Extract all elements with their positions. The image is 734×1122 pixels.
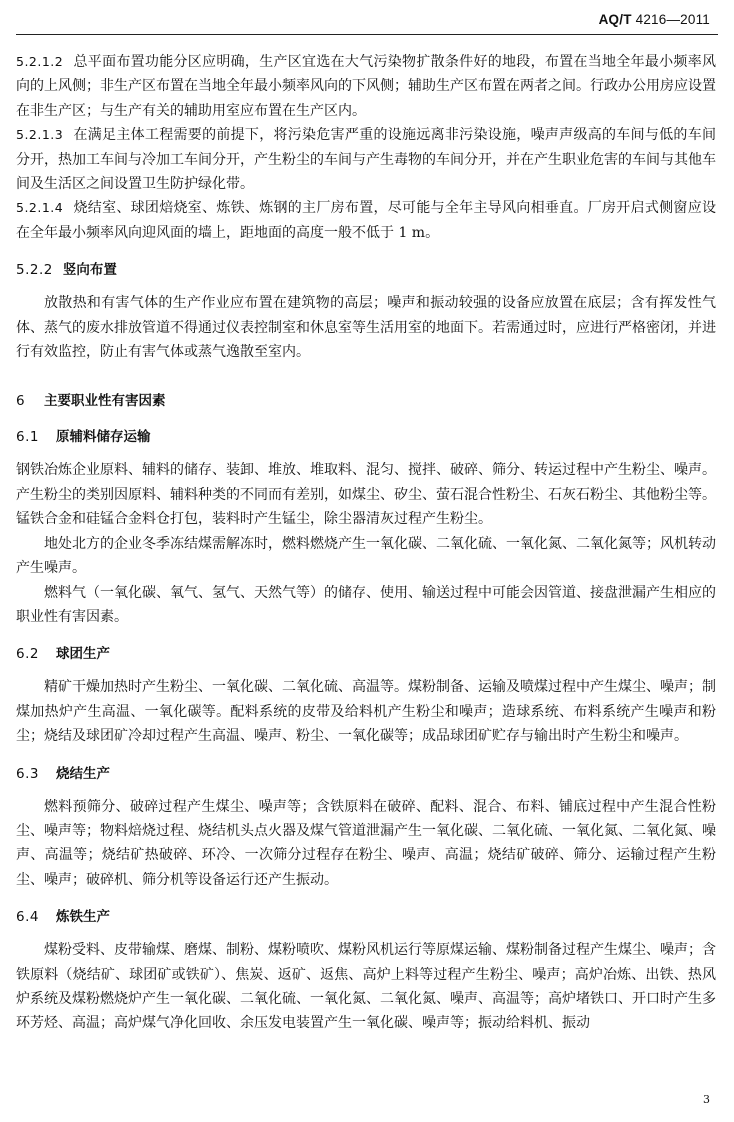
- document-body: [16, 50, 716, 1036]
- section-title: 球团生产: [56, 646, 110, 663]
- section-title: 烧结生产: [56, 765, 110, 782]
- chapter-heading-6: [16, 390, 716, 412]
- page-number: 3: [703, 1093, 710, 1106]
- chapter-number: 6: [16, 393, 26, 410]
- header-rule: [16, 34, 718, 35]
- standard-code: [599, 12, 710, 27]
- section-title: 原辅料储存运输: [56, 429, 151, 446]
- standard-number: 4216—2011: [635, 12, 710, 27]
- clause-5-2-1-3: [16, 123, 716, 196]
- paragraph: 燃料气（一氧化碳、氧气、氢气、天然气等）的储存、使用、输送过程中可能会因管道、接盘泄漏产生相应的职业性有害因素。: [16, 584, 716, 625]
- section-heading-5-2-2: [16, 259, 716, 281]
- section-number: 6.1: [16, 429, 39, 446]
- paragraph: 钢铁冶炼企业原料、辅料的储存、装卸、堆放、堆取料、混匀、搅拌、破碎、筛分、转运过程中产生粉尘、噪声。产生粉尘的类别因原料、辅料种类的不同而有差别，如煤尘、矽尘、萤石混合性粉尘、石灰石粉尘、其他粉尘等。锰铁合金和硅锰合金料仓打包，装料时产生锰尘，除尘器清灰过程产生粉尘。: [16, 462, 716, 528]
- clause-5-2-1-4: [16, 196, 716, 245]
- section-heading-6-2: [16, 643, 716, 665]
- paragraph: 燃料预筛分、破碎过程产生煤尘、噪声等；含铁原料在破碎、配料、混合、布料、铺底过程中产生混合性粉尘、噪声等；物料焙烧过程、烧结机头点火器及煤气管道泄漏产生一氧化碳、二氧化硫、一氧化氮、二氧化氮、噪声、高温等；烧结矿热破碎、环冷、一次筛分过程存在粉尘、噪声、高温；烧结矿破碎、筛分、运输过程产生粉尘、噪声；破碎机、筛分机等设备运行还产生振动。: [16, 798, 716, 888]
- clause-text: 烧结室、球团焙烧室、炼铁、炼钢的主厂房布置，尽可能与全年主导风向相垂直。厂房开启式侧窗应设在全年最小频率风向迎风面的墙上，距地面的高度一般不低于 1 m。: [16, 200, 716, 241]
- clause-text: 总平面布置功能分区应明确，生产区宜选在大气污染物扩散条件好的地段，布置在当地全年最小频率风向的上风侧；非生产区布置在当地全年最小频率风向的下风侧；辅助生产区布置在两者之间。行政办公用房应设置在非生产区；与生产有关的辅助用室应布置在生产区内。: [16, 54, 716, 119]
- clause-number: 5.2.1.2: [16, 54, 64, 69]
- clause-text: 在满足主体工程需要的前提下，将污染危害严重的设施远离非污染设施，噪声声级高的车间与低的车间分开，热加工车间与冷加工车间分开，产生粉尘的车间与产生毒物的车间分开，并在产生职业危害的车间与其他车间及生活区之间设置卫生防护绿化带。: [16, 127, 716, 193]
- clause-number: 5.2.1.4: [16, 200, 64, 216]
- clause-5-2-1-2: [16, 50, 716, 123]
- clause-number: 5.2.1.3: [16, 127, 64, 143]
- section-number: 5.2.2: [16, 262, 53, 279]
- section-number: 6.3: [16, 765, 39, 782]
- section-title: 竖向布置: [62, 262, 117, 279]
- paragraph: 放散热和有害气体的生产作业应布置在建筑物的高层；噪声和振动较强的设备应放置在底层；含有挥发性气体、蒸气的废水排放管道不得通过仪表控制室和休息室等生活用室的地面下。若需通过时，应进行严格密闭，并进行有效监控，防止有害气体或蒸气逸散至室内。: [16, 295, 716, 361]
- paragraph: 地处北方的企业冬季冻结煤需解冻时，燃料燃烧产生一氧化碳、二氧化硫、一氧化氮、二氧化氮等；风机转动产生噪声。: [16, 535, 716, 577]
- paragraph: 精矿干燥加热时产生粉尘、一氧化碳、二氧化硫、高温等。煤粉制备、运输及喷煤过程中产生煤尘、噪声；制煤加热炉产生高温、一氧化碳等。配料系统的皮带及给料机产生粉尘和噪声；造球系统、布料系统产生噪声和粉尘；烧结及球团矿冷却过程产生高温、噪声、粉尘、一氧化碳等；成品球团矿贮存与输出时产生粉尘和噪声。: [16, 679, 716, 745]
- section-heading-6-1: [16, 426, 716, 448]
- section-number: 6.4: [16, 909, 39, 926]
- section-title: 炼铁生产: [56, 909, 110, 926]
- section-number: 6.2: [16, 646, 39, 663]
- section-heading-6-4: [16, 906, 716, 928]
- standard-prefix: AQ/T: [598, 12, 632, 27]
- chapter-title: 主要职业性有害因素: [44, 393, 166, 410]
- paragraph: 煤粉受料、皮带输煤、磨煤、制粉、煤粉喷吹、煤粉风机运行等原煤运输、煤粉制备过程产生煤尘、噪声；含铁原料（烧结矿、球团矿或铁矿）、焦炭、返矿、返焦、高炉上料等过程产生粉尘、噪声；高炉冶炼、出铁、热风炉系统及煤粉燃烧炉产生一氧化碳、二氧化硫、一氧化氮、二氧化氮、噪声、高温等；高炉堵铁口、开口时产生多环芳烃、高温；高炉煤气净化回收、余压发电装置产生一氧化碳、噪声等；振动给料机、振动: [16, 942, 716, 1032]
- section-heading-6-3: [16, 763, 716, 785]
